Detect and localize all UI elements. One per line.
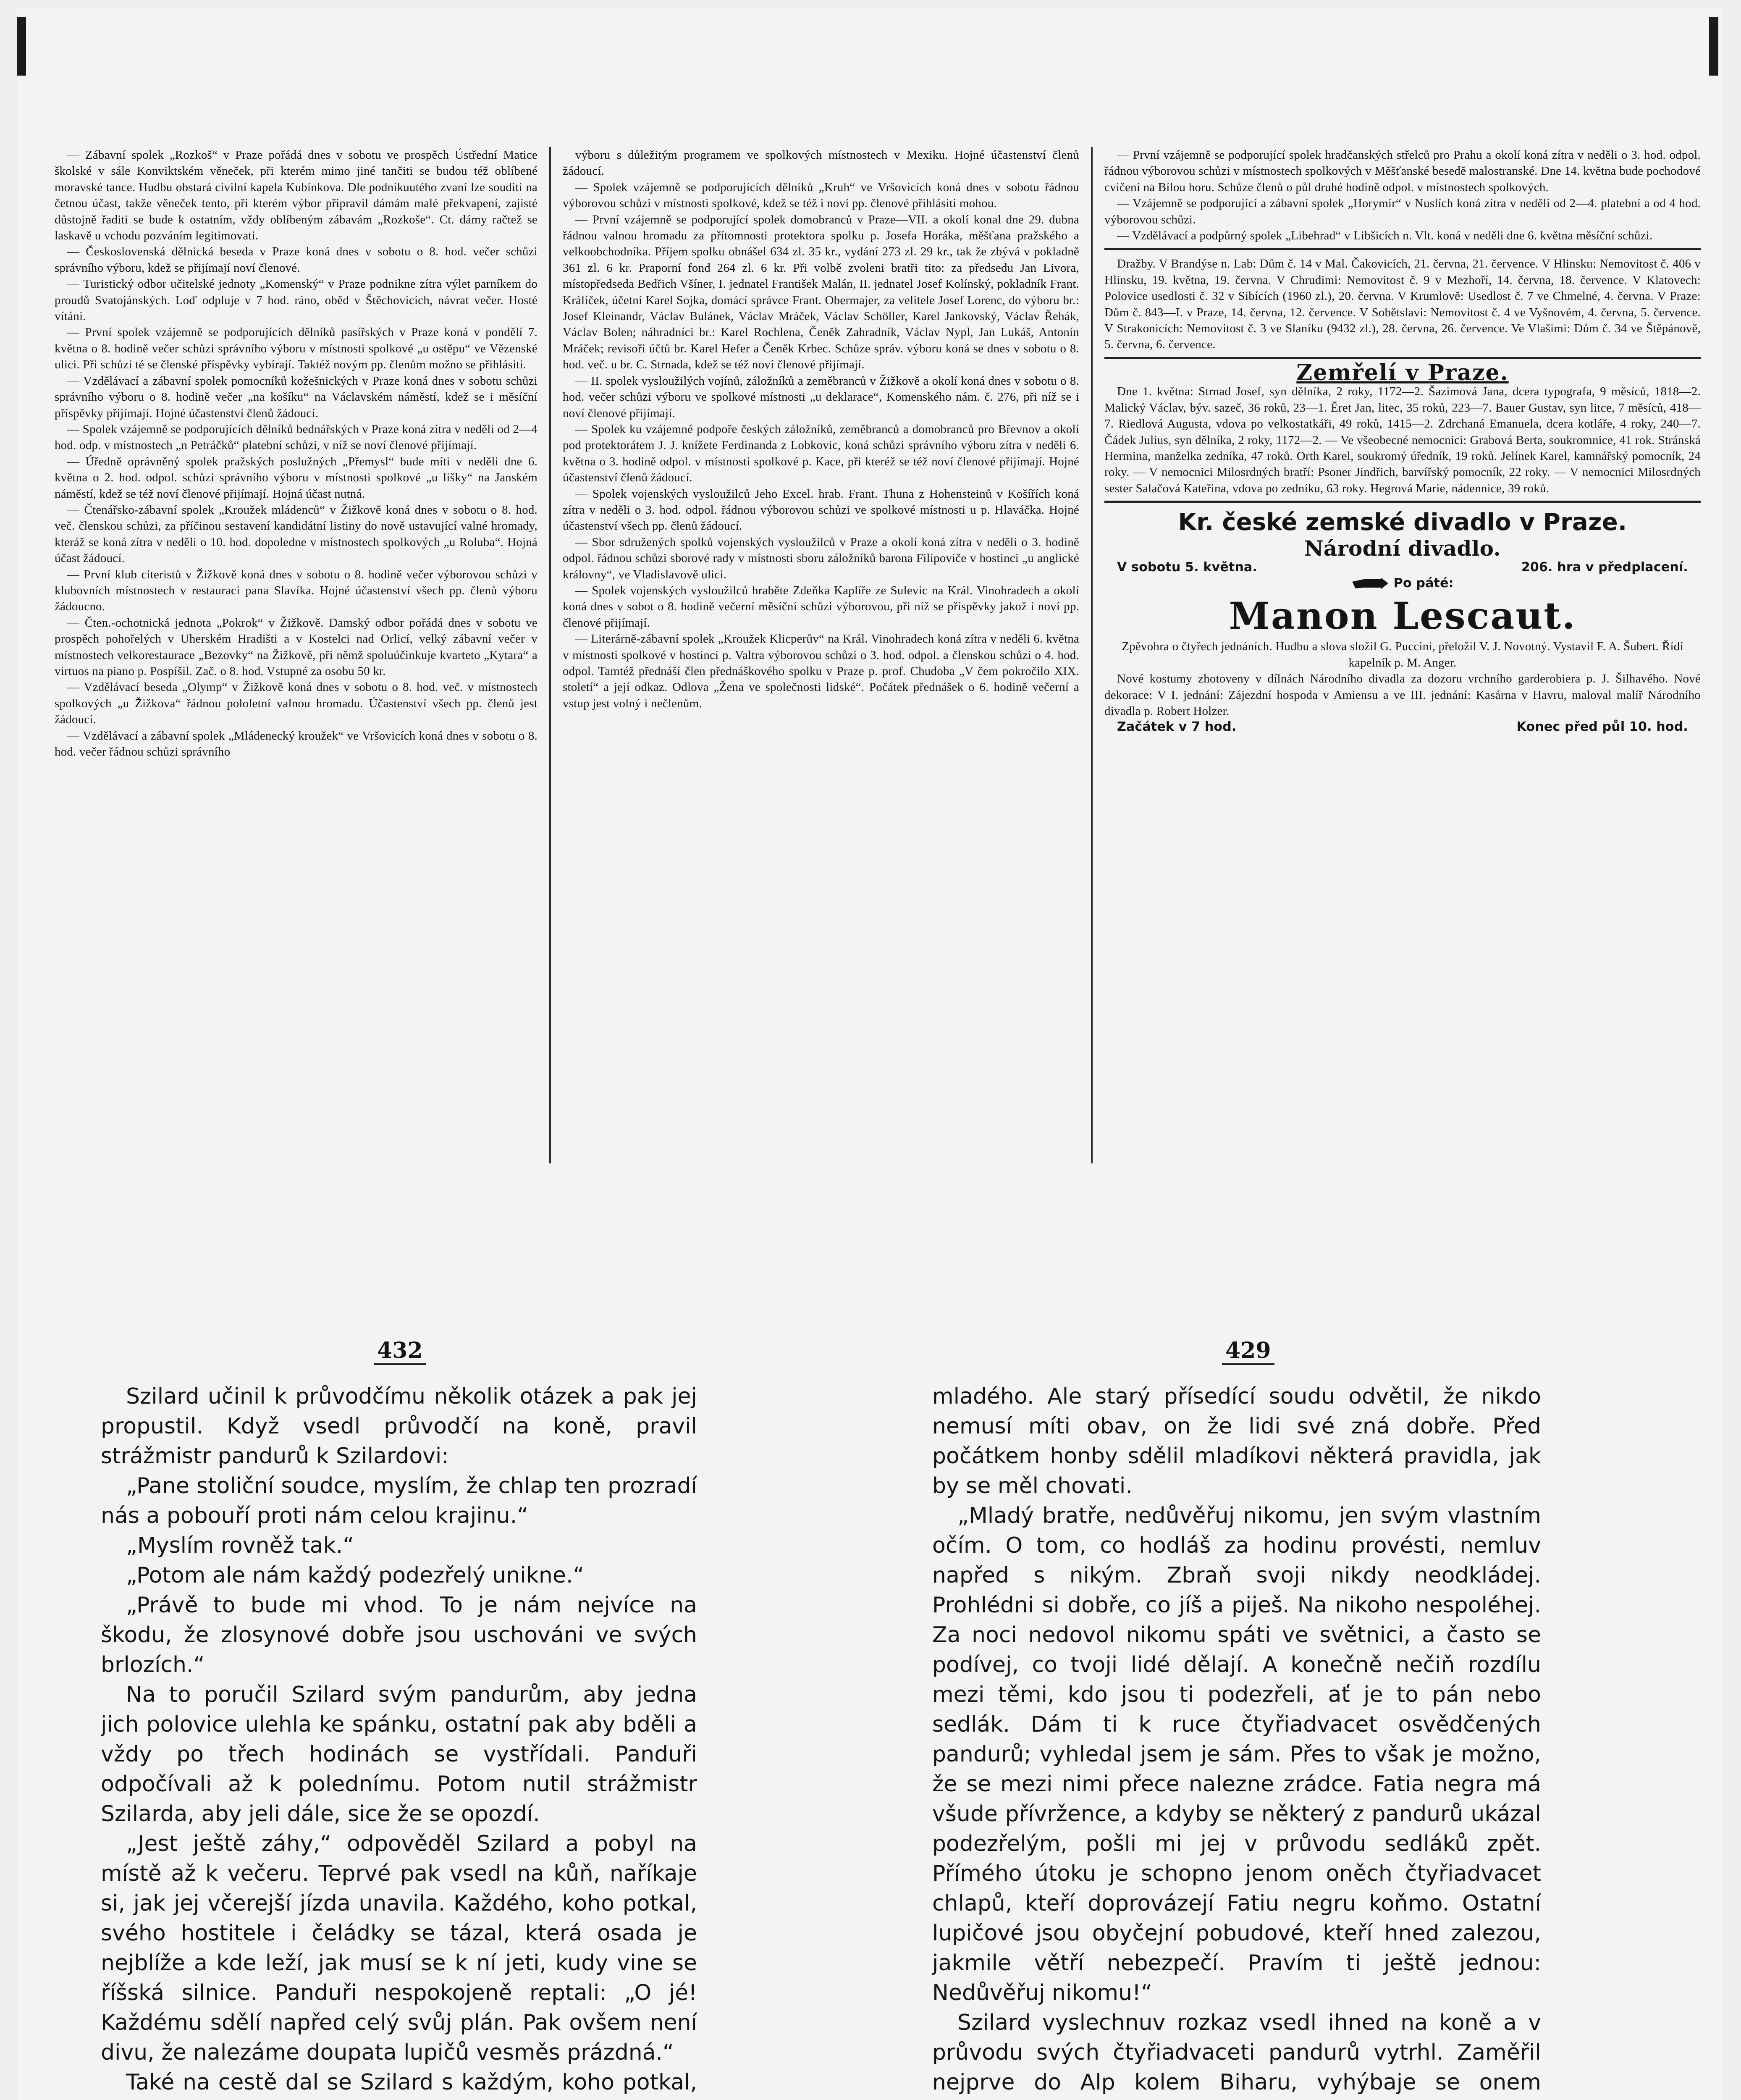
play-description: Zpěvohra o čtyřech jednáních. Hudbu a slova složil G. Puccini, přeložil V. J. Novotný. Vystavil F. A. Šubert. Řídí kapelník p. M. Anger.: [1122, 640, 1683, 669]
book-paragraph: Také na cestě dal se Szilard s každým, koho potkal,: [126, 2070, 697, 2095]
scanned-page: [17, 8, 1722, 2100]
news-item: — Úředně oprávněný spolek pražských poslužných „Přemysl“ bude míti v neděli dne 6. května o 2. hod. odpol. schůzi správního výboru v místnosti spolkové „u lišky“ na Janském náměstí, kdež se též noví členové přijímají. Hojná účast nutná.: [55, 454, 538, 501]
news-item: výboru s důležitým programem ve spolkových místnostech v Mexiku. Hojné účastenství členů žádoucí.: [563, 148, 1079, 178]
play-notes: Nové kostumy zhotoveny v dílnách Národního divadla za dozoru vrchního garderobiera p. J. Šilhavého. Nové dekorace: V I. jednání: Zájezdní hospoda v Amiensu a ve III. jednání: Kasárna v Havru, maloval malíř Národního divadla p. Robert Holzer.: [1104, 672, 1701, 718]
news-item: — První spolek vzájemně se podporujících dělníků pasířských v Praze koná v pondělí 7. května o 8. hodině večer schůzi správního výboru v místnosti spolkové „u ostěpu“ ve Vězenské ulici. Při schůzi té se členské příspěvky vybírají. Taktéž novým pp. členům možno se přihlásiti.: [55, 326, 538, 372]
page-number-right: 429: [1222, 1338, 1274, 1365]
column-rule: [549, 147, 551, 1163]
book-paragraph: „Pane stoliční soudce, myslím, že chlap ten prozradí nás a pobouří proti nám celou krajinu.“: [101, 1473, 697, 1528]
book-paragraph: Na to poručil Szilard svým pandurům, aby jedna jich polovice ulehla ke spánku, ostatní pak aby bděli a vždy po třech hodinách se vystřídali. Panduři odpočívali až k polednímu. Potom nutil strážmistr Szilarda, aby jeli dále, sice že se opozdí.: [101, 1682, 697, 1827]
column-rule: [1091, 147, 1093, 1163]
corner-mark-tl: [17, 17, 26, 76]
auctions-text: Dražby. V Brandýse n. Lab: Dům č. 14 v Mal. Čakovicích, 21. června, 21. července. V Hlinsku: Nemovitost č. 406 v Hlinsku, 19. května, 19. června. V Chrudimi: Nemovitost č. 9 v Mezhoří, 14. června, 18. července. V Klatovech: Polovice usedlosti č. 32 v Sibících (1960 zl.), 20. června. V Krumlově: Usedlost č. 7 ve Chmelné, 4. června. V Praze: Dům č. 843—I. v Praze, 14. června, 12. července. V Sobětslavi: Nemovitost č. 4 ve Vyšnovém, 4. června, 5. července. V Strakonicích: Nemovitost č. 3 ve Slaníku (9432 zl.), 28. června, 26. července. Ve Vlašimi: Dům č. 34 ve Štěpánově, 5. června, 6. července.: [1104, 257, 1701, 352]
book-paragraph: „Myslím rovněž tak.“: [126, 1533, 354, 1558]
news-item: — Československá dělnická beseda v Praze koná dnes v sobotu o 8. hod. večer schůzi správního výboru, kdež se přijímají noví členové.: [55, 245, 538, 275]
news-item: — První klub citeristů v Žižkově koná dnes v sobotu o 8. hodině večer výborovou schůzi v klubovních místnostech v restauraci pana Slavíka. Hojné účastenství všech pp. členů výboru žádoucno.: [55, 567, 538, 614]
deaths-heading: Zemřelí v Praze.: [1296, 360, 1509, 386]
section-rule: [1104, 501, 1701, 503]
news-column-1: [55, 147, 538, 1163]
news-item: — Sbor sdružených spolků vojenských vysloužilců v Praze a okolí koná zítra v neděli o 3. hodině odpol. řádnou schůzi sborové rady v místnosti sboru záložníků barona Filipoviče v hostinci „u anglické královny“, ve Vladislavově ulici.: [563, 535, 1079, 581]
section-rule: [1104, 357, 1701, 359]
theatre-heading: Kr. české zemské divadlo v Praze.: [1178, 509, 1627, 536]
page-number-left: 432: [374, 1338, 426, 1365]
news-item: — Vzdělávací beseda „Olymp“ v Žižkově koná dnes v sobotu o 8. hod. več. v místnostech spolkových „u Žižkova“ řádnou pololetní valnou hromadu. Účastenství všech pp. členů jest žádoucí.: [55, 680, 538, 727]
end-time: Konec před půl 10. hod.: [1516, 719, 1688, 735]
news-item: — Turistický odbor učitelské jednoty „Komenský“ v Praze podnikne zítra výlet parníkem do proudů Svatojánských. Loď odpluje v 7 hod. ráno, oběd v Štěchovicích, návrat večer. Hosté vítáni.: [55, 277, 538, 323]
news-item: — Vzdělávací a zábavní spolek pomocníků kožešnických v Praze koná dnes v sobotu schůzi správního výboru o 8. hodině večer „na košíku“ na Václavském náměstí, kdež se i měsíční příspěvky přijímají. Hojné účastenství členů žádoucí.: [55, 374, 538, 420]
news-item: — Zábavní spolek „Rozkoš“ v Praze pořádá dnes v sobotu ve prospěch Ústřední Matice školské v sále Konviktském věneček, při kterém mimo jiné tančiti se budou též oblíbené moravské tance. Hudbu obstará civilní kapela Kubínkova. Dle podnikuutého zvaní lze souditi na četnou účast, takže věneček tento, při kterém výbor připravil dámám malé překvapení, zajisté důstojně řaditi se bude k ostatním, vždy oblíbeným zábavám „Rozkoše“. Ct. dámy račtež se laskavě u vchodu pozváním legitimovati.: [55, 148, 538, 243]
deaths-text: Dne 1. května: Strnad Josef, syn dělníka, 2 roky, 1172—2. Šazimová Jana, dcera typografa, 9 měsíců, 1818—2. Malický Václav, býv. sazeč, 36 roků, 23—1. Ěret Jan, litec, 35 roků, 223—7. Bauer Gustav, syn litce, 7 měsíců, 418—7. Riedlová Augusta, vdova po velkostatkáři, 49 roků, 1415—2. Zdrchaná Emanuela, dcera kotláře, 4 roky, 240—7. Čádek Julius, syn dělníka, 2 roky, 1172—2. — Ve všeobecné nemocnici: Grabová Berta, soukromnice, 41 rok. Stránská Hermina, manželka zedníka, 47 roků. Orth Karel, soukromý úředník, 19 roků. Jelínek Karel, kamnářský pomocník, 24 roky. — V nemocnici Milosrdných bratří: Psoner Jindřich, barvířský pomocník, 22 roky. — V nemocnici Milosrdných sester Salačová Kateřina, vdova po zedníku, 63 roky. Hegrová Marie, nádennice, 39 roků.: [1104, 385, 1701, 495]
performance-date: V sobotu 5. května.: [1117, 559, 1258, 575]
news-item: — Spolek vzájemně se podporujících dělníků „Kruh“ ve Vršovicích koná dnes v sobotu řádnou výborovou schůzi v místnosti spolkové, kdež se též i noví pp. členové přihlásiti mohou.: [563, 180, 1079, 210]
news-item: — Čtenářsko-zábavní spolek „Kroužek mládenců“ v Žižkově koná dnes v sobotu o 8. hod. več. členskou schůzi, za příčinou sestavení kandidátní listiny do nově ustavující valné hromady, kteráž se koná zítra v neděli o 10. hod. dopoledne v místnostech spolkových „u Roluba“. Hojná účast žádoucí.: [55, 503, 538, 565]
play-title: Manon Lescaut.: [1229, 594, 1576, 638]
start-time: Začátek v 7 hod.: [1117, 719, 1237, 735]
book-paragraph: „Právě to bude mi vhod. To je nám nejvíce na škodu, že zlosynové dobře jsou uschováni ve svých brlozích.“: [101, 1593, 697, 1677]
book-paragraph: „Mladý bratře, nedůvěřuj nikomu, jen svým vlastním očím. O tom, co hodláš za hodinu provésti, nemluv napřed s nikým. Zbraň svoji nikdy neodkládej. Prohlédni si dobře, co jíš a piješ. Na nikoho nespoléhej. Za noci nedovol nikomu spáti ve světnici, a často se podívej, co tvoji lidé dělají. A konečně nečiň rozdílu mezi těmi, kdo jsou ti podezřeli, ať je to pán nebo sedlák. Dám ti k ruce čtyřiadvacet osvědčených pandurů; vyhledal jsem je sám. Přes to však je možno, že se mezi nimi přece nalezne zrádce. Fatia negra má všude přívržence, a kdyby se některý z pandurů ukázal podezřelým, pošli mi jej v průvodu sedláků zpět. Přímého útoku je schopno jenom oněch čtyřiadvacet chlapů, kteří doprovázejí Fatiu negru koňmo. Ostatní lupičové jsou obyčejní pobudové, kteří hned zalezou, jakmile větří nebezpečí. Pravím ti ještě jednou: Nedůvěřuj nikomu!“: [932, 1503, 1541, 2006]
news-item: — Spolek ku vzájemné podpoře českých záložníků, zeměbranců a domobranců pro Břevnov a okolí pod protektorátem J. J. knížete Ferdinanda z Lobkovic, koná schůzi správního výboru zítra v neděli 6. května o 3. hodině odpol. v místnosti spolkové p. Kace, při kteréž se též noví členové přijímají. Hojné účastenství členů žádoucí.: [563, 422, 1079, 485]
news-item: — První vzájemně se podporující spolek hradčanských střelců pro Prahu a okolí koná zítra v neděli o 3. hod. odpol. řádnou výborovou schůzi v místnostech spolkových v Měšťanské besedě malostranské. Dne 14. května bude pochodové cvičení na Bílou horu. Schůze členů o půl druhé hodině odpol. v místnostech spolkových.: [1104, 148, 1701, 194]
book-paragraph: mladého. Ale starý přísedící soudu odvětil, že nikdo nemusí míti obav, on že lidi své zná dobře. Před počátkem honby sdělil mladíkovi některá pravidla, jak by se měl chovati.: [932, 1384, 1541, 1499]
book-paragraph: „Jest ještě záhy,“ odpověděl Szilard a pobyl na místě až k večeru. Teprvé pak vsedl na kůň, naříkaje si, jak jej včerejší jízda unavila. Každého, koho potkal, svého hostitele i čeládky se tázal, která osada je nejblíže a kde leží, jak musí se k ní jeti, kudy vine se říšská silnice. Panduři nespokojeně reptali: „O jé! Každému sdělí napřed celý svůj plán. Pak ovšem není divu, že nalezáme doupata lupičů vesměs prázdná.“: [101, 1831, 697, 2065]
news-item: — Spolek vojenských vysloužilců hraběte Zdeňka Kaplíře ze Sulevic na Král. Vinohradech a okolí koná dnes v sobot o 8. hodině večerní měsíční schůzi výborovou, při níž se příspěvky jakož i noví pp. členové přijímají.: [563, 583, 1079, 630]
national-theatre-heading: Národní divadlo.: [1304, 536, 1501, 561]
performance-count: Po páté:: [1393, 575, 1454, 591]
news-item: — Spolek vzájemně se podporujících dělníků bednářských v Praze koná zítra v neděli od 2—4 hod. odp. v místnostech „n Petráčků“ platební schůzi, v níž se noví členové přijímají.: [55, 422, 538, 452]
book-paragraph: Szilard vyslechnuv rozkaz vsedl ihned na koně a v průvodu svých čtyřiadvaceti pandurů vytrhl. Zaměřil nejprve do Alp kolem Biharu, vyhýbaje se onem: [932, 2010, 1541, 2095]
news-item: — Vzdělávací a podpůrný spolek „Libehrad“ v Libšicích n. Vlt. koná v neděli dne 6. května měsíční schůzi.: [1117, 229, 1653, 243]
section-rule: [1104, 248, 1701, 250]
book-page-left: [101, 1382, 697, 2100]
news-item: — Literárně-zábavní spolek „Kroužek Klicperův“ na Král. Vinohradech koná zítra v neděli 6. května v místnosti spolkové v hostinci p. Valtra výborovou schůzi o 3. hod. odpol. a členskou schůzi o 4. hod. odpol. Tamtéž přednáší člen přednáškového spolku v Praze p. prof. Chudoba „V čem pokročilo XIX. století“ a její odkaz. Odlova „Žena ve společnosti lidské“. Počátek přednášek o 6. hodině večerní a vstup jest volný i nečlenům.: [563, 632, 1079, 710]
news-item: — První vzájemně se podporující spolek domobranců v Praze—VII. a okolí konal dne 29. dubna řádnou valnou hromadu za přítomnosti protektora spolku p. Josefa Horáka, měšťana pražského a velkoobchodníka. Příjem spolku obnášel 634 zl. 35 kr., vydání 273 zl. 29 kr., tak že zbývá v pokladně 361 zl. 6 kr. Praporní fond 264 zl. 6 kr. Při volbě zvoleni bratři tito: za předsedu Jan Livora, místopředseda Bedřich Všíner, I. jednatel František Malán, II. jednatel Josef Kolínský, pokladník Frant. Králíček, účetní Karel Sojka, domácí správce Frant. Obermajer, za velitele Josef Lorenc, do výboru br.: Josef Kleinandr, Václav Bulánek, Václav Mráček, Václav Schöller, Karel Jankovský, Václav Řehák, Václav Bolen; náhradníci br.: Karel Rochlena, Čeněk Zahradník, Václav Nypl, Jan Lukáš, Antonín Mráček; revisoři účtů br. Karel Hefer a Čeněk Krbec. Schůze správ. výboru koná se dnes v sobotu o 8. hod. več. u br. C. Strnada, kdež se též noví členové přijímají.: [563, 213, 1079, 372]
corner-mark-tr: [1709, 17, 1718, 76]
news-item: — Vzájemně se podporující a zábavní spolek „Horymír“ v Nuslích koná zítra v neděli od 2—4. platební a od 4 hod. výborovou schůzi.: [1104, 197, 1701, 226]
performance-times: [1104, 719, 1701, 735]
news-item: — Spolek vojenských vysloužilců Jeho Excel. hrab. Frant. Thuna z Hohensteinů v Košířích koná zítra v neděli o 3. hod. odpol. řádnou výborovou schůzi ve spolkové místnosti u p. Hlaváčka. Hojné účastenství všech pp. členů žádoucí.: [563, 487, 1079, 533]
performance-info: [1104, 559, 1701, 575]
book-paragraph: „Potom ale nám každý podezřelý unikne.“: [126, 1563, 585, 1588]
news-item: — Vzdělávací a zábavní spolek „Mládenecký kroužek“ ve Vršovicích koná dnes v sobotu o 8. hod. večer řádnou schůzi správního: [55, 729, 538, 759]
news-item: — II. spolek vysloužilých vojínů, záložníků a zeměbranců v Žižkově a okolí koná dnes v sobotu o 8. hod. večer schůzi výboru ve spolkové místnosti „u deklarace“, Komenského nám. č. 276, při níž se i noví členové přijímají.: [563, 374, 1079, 420]
book-paragraph: Szilard učinil k průvodčímu několik otázek a pak jej propustil. Když vsedl průvodčí na koně, pravil strážmistr pandurů k Szilardovi:: [101, 1384, 697, 1469]
pointing-hand-icon: [1351, 576, 1389, 591]
news-item: — Čten.-ochotnická jednota „Pokrok“ v Žižkově. Damský odbor pořádá dnes v sobotu ve prospěch pohořelých v Uherském Hradišti a v Kostelci nad Orlicí, velký zábavní večer v místnostech velkorestaurace „Bezovky“ na Žižkově, při němž spoluúčinkuje kvarteto „Kytara“ a virtuos na piano p. Pospíšil. Zač. o 8. hod. Vstupné za osobu 50 kr.: [55, 616, 538, 678]
performance-count-line: [1104, 575, 1701, 591]
book-page-right: [932, 1382, 1541, 2100]
newspaper-clipping: [55, 147, 1709, 1163]
news-column-3: [1104, 147, 1701, 1163]
news-column-2: [563, 147, 1079, 1163]
performance-number: 206. hra v předplacení.: [1521, 559, 1688, 575]
